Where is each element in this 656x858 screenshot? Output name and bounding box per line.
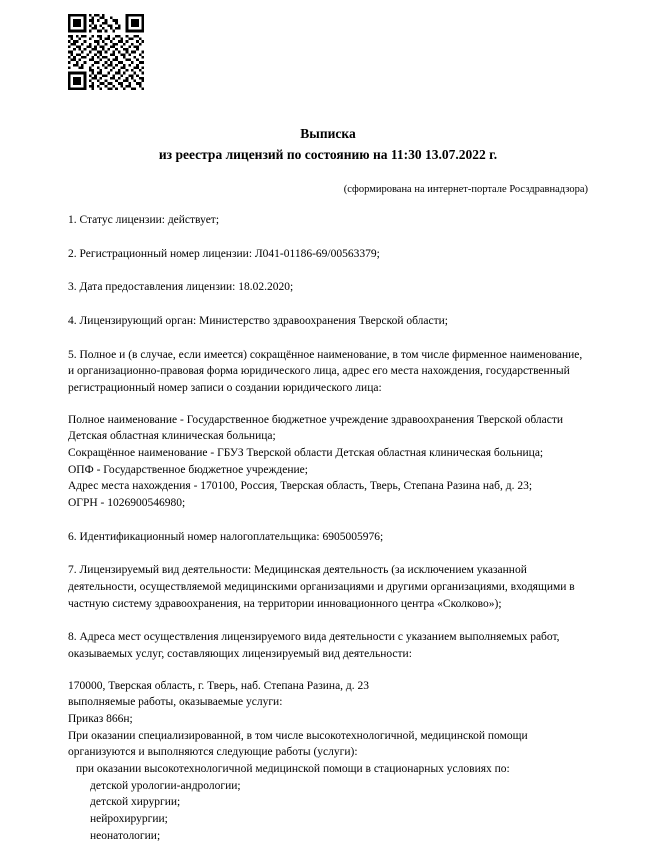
clause-2-registration-number: 2. Регистрационный номер лицензии: Л041-01186-69/00563379; — [68, 247, 380, 260]
document-subtitle: (сформирована на интернет-портале Росздравнадзора) — [343, 183, 588, 195]
qr-code-icon — [68, 14, 144, 90]
clause-5-entity-names: 5. Полное и (в случае, если имеется) сокращённое наименование, в том числе фирменное наименование, и организационно-правовая форма юридического лица, адрес его места нахождения, государственный регистрационный номер записи о создании юридического лица: — [68, 348, 583, 394]
clause-3-issue-date: 3. Дата предоставления лицензии: 18.02.2020; — [68, 281, 294, 294]
entity-ogrn: ОГРН - 1026900546980; — [68, 496, 186, 509]
clause-8-activity-addresses: 8. Адреса мест осуществления лицензируемого вида деятельности с указанием выполняемых работ, оказываемых услуг, составляющих лицензируемый вид деятельности: — [68, 631, 560, 660]
works-subgroup: при оказании высокотехнологичной медицинской помощи в стационарных условиях по: — [76, 762, 510, 775]
title-line-2: из реестра лицензий по состоянию на 11:30 13.07.2022 г. — [158, 146, 498, 162]
activity-address-block — [68, 678, 588, 845]
entity-full-name: Полное наименование - Государственное бюджетное учреждение здравоохранения Тверской области Детская областная клиническая больница; — [68, 413, 566, 443]
work-item: нейрохирургии; — [90, 812, 168, 825]
clause-4-licensing-authority: 4. Лицензирующий орган: Министерство здравоохранения Тверской области; — [68, 314, 448, 327]
clause-6-inn: 6. Идентификационный номер налогоплательщика: 6905005976; — [68, 530, 384, 543]
activity-address: 170000, Тверская область, г. Тверь, наб. Степана Разина, д. 23 — [68, 679, 370, 692]
document-content — [68, 124, 588, 844]
work-item: детской хирургии; — [90, 796, 181, 809]
clause-1-license-status: 1. Статус лицензии: действует; — [68, 213, 220, 226]
clause-7-activity-type: 7. Лицензируемый вид деятельности: Медицинская деятельность (за исключением указанной деятельности, осуществляемой медицинскими организациями и другими организациями, входящими в частную систему здравоохранения, на территории инновационного центра «Сколково»); — [68, 564, 575, 610]
works-header: выполняемые работы, оказываемые услуги: — [68, 696, 283, 709]
work-item: неонатологии; — [90, 829, 161, 842]
works-intro: При оказании специализированной, в том числе высокотехнологичной, медицинской помощи организуются и выполняются следующие работы (услуги): — [68, 729, 528, 759]
entity-address: Адрес места нахождения - 170100, Россия, Тверская область, Тверь, Степана Разина наб, д. 23; — [68, 480, 533, 493]
qr-code-svg — [68, 14, 144, 90]
order-reference: Приказ 866н; — [68, 712, 133, 725]
work-item: детской урологии-андрологии; — [90, 779, 241, 792]
entity-details-block — [68, 412, 588, 512]
entity-legal-form: ОПФ - Государственное бюджетное учреждение; — [68, 463, 308, 476]
title-line-1: Выписка — [300, 126, 356, 141]
entity-short-name: Сокращённое наименование - ГБУЗ Тверской области Детская областная клиническая больница; — [68, 446, 544, 459]
document-title — [68, 124, 588, 166]
